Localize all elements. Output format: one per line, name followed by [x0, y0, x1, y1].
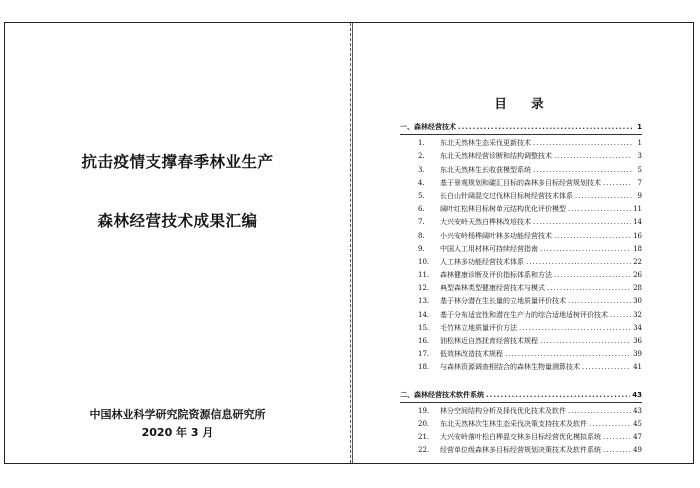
toc-leader-dots — [486, 389, 630, 402]
toc-leader-dots — [610, 309, 631, 322]
toc-item-page: 14 — [633, 218, 642, 227]
toc-section-rule — [400, 402, 642, 403]
section-gap — [400, 375, 642, 389]
toc-item-title: 人工林多功能经营技术体系 — [440, 257, 524, 266]
toc-item-row[interactable] — [400, 137, 642, 150]
toc-leader-dots — [568, 295, 631, 308]
toc-item-title: 基于分布适宜性和潜在生产力的综合适地适树评价技术 — [440, 310, 608, 319]
toc-item-page: 18 — [633, 244, 642, 253]
toc-item-number: 5. — [418, 191, 425, 200]
toc-item-title: 中国人工用材林可持续经营指南 — [440, 244, 538, 253]
cover-title-line1: 抗击疫情支撑春季林业生产 — [81, 153, 274, 171]
toc-item-title: 基于景观规划和碳汇目标的森林多目标经营规划技术 — [440, 178, 601, 187]
toc-item-title: 典型森林类型健康经营技术与模式 — [440, 284, 545, 293]
toc-item-row[interactable] — [400, 295, 642, 308]
cover-date: 2020 年 3 月 — [141, 426, 214, 439]
cover-title-line2: 森林经营技术成果汇编 — [97, 212, 258, 230]
toc-item-row[interactable] — [400, 405, 642, 418]
toc-leader-dots — [533, 164, 632, 177]
toc-item-page: 22 — [633, 257, 642, 266]
toc-item-page: 49 — [633, 446, 642, 455]
toc-item-row[interactable] — [400, 203, 642, 216]
toc-item-number: 18. — [418, 363, 430, 372]
toc-item-number: 7. — [418, 218, 425, 227]
toc-item-title: 油松林近自然抚育经营技术规程 — [440, 337, 538, 345]
toc-item-row[interactable] — [400, 230, 642, 243]
toc-item-title: 经营单位级森林多目标经营规划决策技术及软件系统 — [440, 446, 601, 455]
toc-leader-dots — [526, 256, 631, 269]
toc-item-row[interactable] — [400, 335, 642, 348]
toc-item-title: 东北天然林次生林生态采伐决策支持技术及软件 — [440, 419, 587, 428]
toc-item-page: 32 — [633, 310, 642, 319]
toc-leader-dots — [540, 243, 631, 256]
toc-leader-dots — [568, 405, 631, 418]
toc-item-number: 4. — [418, 178, 425, 187]
toc-item-title: 东北天然林生长收获模型系统 — [440, 165, 531, 174]
toc-item-page: 7 — [637, 178, 642, 187]
toc-item-row[interactable] — [400, 164, 642, 177]
toc-item-row[interactable] — [400, 190, 642, 203]
toc-item-title: 基于林分潜在生长量的立地质量评价技术 — [440, 297, 566, 306]
toc-item-row[interactable] — [400, 309, 642, 322]
toc-item-number: 14. — [418, 310, 430, 319]
book-spread — [4, 22, 694, 464]
toc-item-title: 低效林改造技术规程 — [440, 350, 503, 359]
toc-item-page: 45 — [633, 419, 642, 428]
toc-leader-dots — [554, 150, 632, 163]
toc-leader-dots — [554, 269, 631, 282]
toc-item-title: 森林健康诊断及评价指标体系和方法 — [440, 271, 552, 280]
toc-page — [353, 23, 695, 463]
toc-item-number: 10. — [418, 257, 430, 266]
toc-item-title: 小兴安岭杨桦阔叶林多功能经营技术 — [440, 231, 552, 240]
toc-item-page: 28 — [633, 284, 642, 293]
toc-leader-dots — [533, 137, 632, 150]
toc-leader-dots — [589, 418, 631, 431]
toc-item-page: 43 — [633, 406, 642, 415]
toc-item-page: 47 — [633, 433, 642, 442]
toc-leader-dots — [554, 230, 631, 243]
toc-item-title: 与森林资源调查相结合的森林生物量测算技术 — [440, 363, 580, 372]
toc-item-number: 13. — [418, 297, 430, 306]
toc-item-row[interactable] — [400, 150, 642, 163]
toc-item-title: 大兴安岭落叶松白桦混交林多目标经营优化模拟系统 — [440, 433, 601, 442]
toc-item-page: 9 — [637, 191, 642, 200]
toc-leader-dots — [603, 177, 632, 190]
toc-item-row[interactable] — [400, 431, 642, 444]
toc-item-page: 5 — [637, 165, 642, 174]
toc-item-number: 11. — [418, 271, 430, 280]
toc-section-label: 二、森林经营技术软件系统 — [400, 390, 484, 399]
toc-item-number: 20. — [418, 419, 430, 428]
toc-item-row[interactable] — [400, 269, 642, 282]
toc-section-row[interactable] — [400, 121, 642, 134]
toc-item-page: 16 — [633, 231, 642, 240]
toc-leader-dots — [603, 444, 631, 457]
toc-item-row[interactable] — [400, 418, 642, 431]
toc-item-row[interactable] — [400, 177, 642, 190]
toc-leader-dots — [582, 361, 631, 374]
toc-item-row[interactable] — [400, 348, 642, 361]
toc-section-page: 43 — [632, 390, 642, 399]
toc-item-row[interactable] — [400, 282, 642, 295]
toc-item-number: 6. — [418, 205, 425, 214]
toc-item-number: 21. — [418, 433, 430, 442]
toc-leader-dots — [568, 203, 631, 216]
toc-item-title: 毛竹林立地质量评价方法 — [440, 323, 517, 332]
toc-item-title: 长白山针阔混交过伐林目标树经营技术体系 — [440, 191, 573, 200]
cover-institute: 中国林业科学研究院资源信息研究所 — [89, 408, 266, 421]
toc-section-label: 一、森林经营技术 — [400, 123, 456, 131]
toc-leader-dots — [505, 348, 631, 361]
toc-leader-dots — [603, 431, 631, 444]
toc-item-page: 39 — [633, 350, 642, 359]
toc-section-row[interactable] — [400, 389, 642, 402]
toc-item-page: 34 — [633, 323, 642, 332]
toc-item-title: 东北天然林经营诊断和结构调整技术 — [440, 152, 552, 161]
toc-item-number: 22. — [418, 446, 430, 455]
toc-item-number: 9. — [418, 244, 425, 253]
toc-item-number: 12. — [418, 284, 430, 293]
toc-item-row[interactable] — [400, 243, 642, 256]
toc-item-number: 16. — [418, 337, 430, 345]
toc-item-number: 2. — [418, 152, 425, 161]
toc-item-number: 17. — [418, 350, 430, 359]
toc-item-title: 东北天然林生态采伐更新技术 — [440, 139, 531, 148]
toc-item-page: 3 — [637, 152, 642, 161]
cover-page — [5, 23, 350, 463]
toc-leader-dots — [458, 121, 632, 134]
toc-item-number: 19. — [418, 406, 430, 415]
toc-item-page: 41 — [633, 363, 642, 372]
toc-heading: 目 录 — [494, 96, 554, 111]
toc-leader-dots — [519, 322, 631, 335]
toc-section-rule — [400, 134, 642, 135]
toc-item-number: 1. — [418, 139, 425, 148]
toc-leader-dots — [575, 190, 632, 203]
toc-item-page: 26 — [633, 271, 642, 280]
toc-item-row[interactable] — [400, 361, 642, 374]
toc-item-page: 11 — [633, 205, 642, 214]
toc-item-page: 30 — [633, 297, 642, 306]
toc-item-title: 大兴安岭天然白桦林改培技术 — [440, 218, 531, 227]
toc-item-number: 15. — [418, 323, 430, 332]
toc-leader-dots — [533, 216, 631, 229]
toc-item-row[interactable] — [400, 322, 642, 335]
toc-list — [400, 121, 642, 458]
toc-item-row[interactable] — [400, 216, 642, 229]
toc-item-row[interactable] — [400, 256, 642, 269]
toc-section-page: 1 — [637, 123, 642, 131]
toc-item-page: 1 — [637, 139, 642, 148]
toc-item-page: 36 — [633, 337, 642, 345]
toc-item-row[interactable] — [400, 444, 642, 457]
toc-item-number: 8. — [418, 231, 425, 240]
toc-item-title: 阔叶红松林目标树单元结构优化评价模型 — [440, 205, 566, 214]
toc-item-number: 3. — [418, 165, 425, 174]
toc-leader-dots — [540, 335, 631, 348]
toc-leader-dots — [547, 282, 631, 295]
toc-item-title: 林分空间结构分析及择伐优化技术及软件 — [440, 406, 566, 415]
